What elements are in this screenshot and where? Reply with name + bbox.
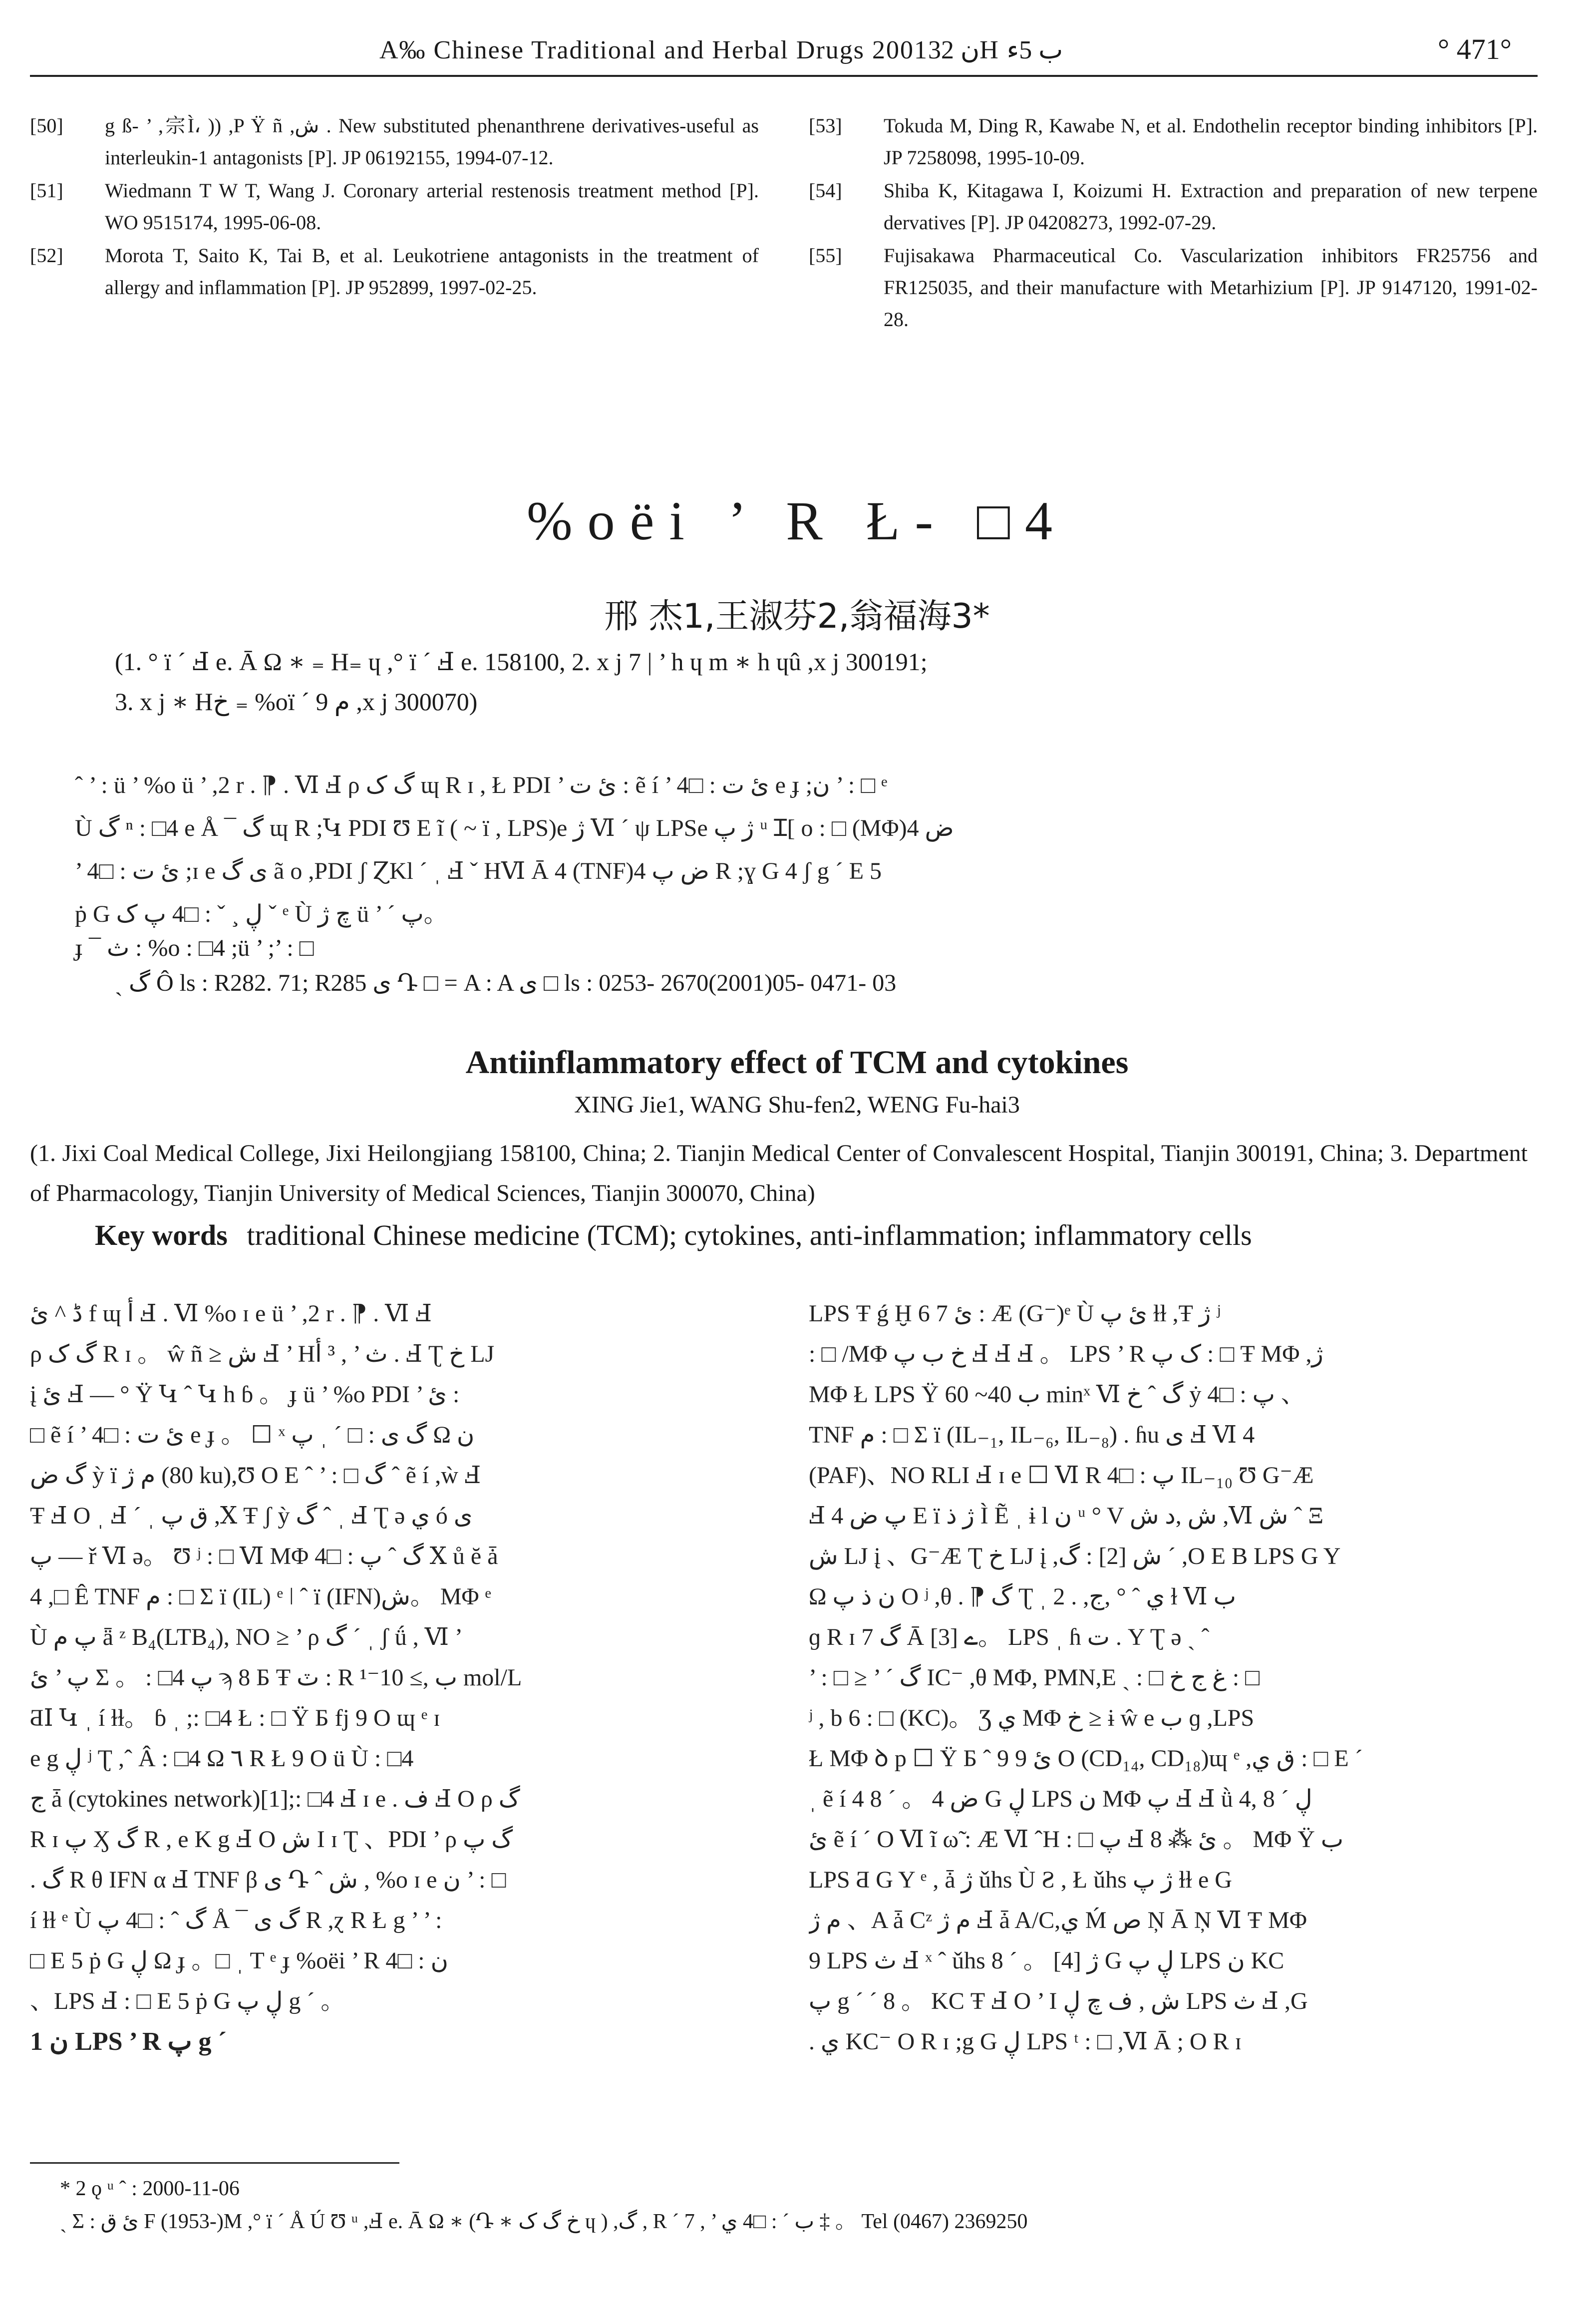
affiliations-cn (115, 642, 1463, 722)
reference-item (30, 110, 759, 174)
body-line: e g ڸ ʲ Ʈ ,ˆ Â : □4 Ω ٦ R Ł 9 O ü Ù : □4 (30, 1745, 414, 1772)
keywords-text: traditional Chinese medicine (TCM); cytokines, anti-inflammation; inflammatory cells (247, 1219, 1252, 1251)
article-title-cn: %oëi ’ R Ł- □4 (526, 490, 1068, 551)
keywords-en (95, 1218, 1252, 1252)
body-line: ئ ẽ í ´ O Ⅵ ĩ ω̃ : Æ Ⅵ ˆH : □ پ Ⅎ ئ ⁂ 8 。 MΦ Ÿ ب (809, 1826, 1344, 1853)
reference-text: Morota T, Saito K, Tai B, et al. Leukotriene antagonists in the treatment of allergy and inflammation [P]. JP 952899, 1997-02-25. (105, 244, 759, 299)
references-right (809, 110, 1538, 337)
abstract-cn (75, 764, 1523, 936)
reference-number: [54] (809, 179, 842, 202)
classification-line: ˎ گ Ô ls : R282. 71; R285 ی Դ □ = A : A ی □ ls : 0253- 2670(2001)05- 0471- 03 (115, 970, 897, 996)
body-line: گ ض ỳ ï م ژ (80 ku),Ʊ O E ˆ ’ : □ گ ˆ ẽ í ,ẁ Ⅎ (30, 1462, 481, 1489)
reference-item (809, 240, 1538, 336)
abstract-line: ṗ G ڸ ¸ ˇ : □4 پ ک ˇ ᵉ Ù چ ژ ü ’ ´ پ。 (75, 901, 448, 927)
body-line: پ g ´ ´ 8 。 KC Ŧ Ⅎ O ’ I ش , ف چ ڸ LPS ث Ⅎ ,G (809, 1988, 1308, 2014)
body-line: Ω ن ذ پ O ʲ ,θ . ⁋ گ Ʈ ˌ 2 . ,ي ˆ ° ,ج ɫ Ⅵ ب (809, 1583, 1236, 1610)
abstract-line: Ù گ ⁿ : □4 e Å ¯ گ ɰ R ;Կ PDI Ʊ E ĩ ( ~ ï , LPS)e ژ Ⅵ ´ ψ LPSe ژ پ ᵘ Ɪ[ o : □ (MΦ)4 ض (75, 815, 954, 841)
running-header (30, 20, 1538, 77)
reference-number: [52] (30, 244, 63, 267)
reference-item (809, 110, 1538, 174)
body-line: Ⅎ 4 پ ض E ï ژ ذ Ì Ẽ ˌ ɨ l ن ᵘ ° V ش ,د ش ,Ⅵ ش ˆ Ξ (809, 1503, 1324, 1529)
body-line: 9 LPS ث Ⅎ ˣ ˆ ǔhs ژ [4] 。 ´ 8 G ڸ پ LPS ن KC (809, 1947, 1284, 1974)
footnote-line: ˏ Ʃ : ئ ق F (1953-)M ,° ï ´ Å Ú Ʊ ᵘ ,Ⅎ e. Ā Ω ∗ (Դ ∗ خ گ ک ɥ ) ,گ , R ´ 7 , ’ ب ´ : □4 ي ‡ 。 Tel (0467) 2369250 (60, 2210, 1028, 2233)
authors-cn: 邢 杰1,王淑芬2,翁福海3* (604, 597, 990, 636)
article-title-en: Antiinflammatory effect of TCM and cytokines (465, 1044, 1129, 1081)
keywords-label: Key words (95, 1219, 228, 1251)
affiliation-line: (1. ° ï ´ Ⅎ e. Ā Ω ∗ ₌ H₌ ɥ ,° ï ´ Ⅎ e. 158100, 2. x j 7 | ’ h ɥ m ∗ h ɥû ,x j 300191; (115, 648, 928, 676)
reference-text: g ß- ’ ,宗Ì، )) ,P Ÿ ñ ,ش . New substituted phenanthrene derivatives-useful as interleukin-1 antagonists [P]. JP 06192155, 1994-07-12. (105, 114, 759, 169)
body-line: MΦ Ł LPS Ÿ ب 40~ 60 minˣ Ⅵ گ ˆ خ ẏ پ : □4 、 (809, 1381, 1305, 1408)
body-column-left (30, 1293, 764, 2062)
body-line: . ي KC⁻ O R ɪ ;g G ڸ LPS ᵗ : □ ,Ⅵ Ā ; O R ɪ (809, 2028, 1242, 2055)
body-line: į ئ Ⅎ — ° Ÿ Կ ˆ Կ h ɓ 。 ɟ ü ’ %o PDI ’ ئ : (30, 1381, 460, 1408)
body-line: ˌ ẽ í 4 ض 4 。 ´ 8 G ڸ LPS ن MΦ پ Ⅎ Ⅎ ǜ ڸ ´ 8 ,4 (809, 1786, 1312, 1812)
body-line: 、LPS Ⅎ : □ E 5 ṗ G ڸ پ g ´ 。 (30, 1988, 345, 2014)
keywords-cn: ɟ ¯ ث : %o : □4 ;ü ’ ;’ : □ (75, 935, 314, 961)
body-line: ρ گ ک R ɪ 。 ŵ ñ ≥ ش Ⅎ ’ Hث ’ , ³ أ . Ⅎ Ʈ خ LJ (30, 1341, 495, 1367)
body-column-right (809, 1293, 1543, 2062)
body-line: LPS Ŧ ǵ Ḫ 6 7 ئ : Æ (G⁻)ᵉ Ù ئ پ ɫɫ ,Ŧ ژ ʲ (809, 1300, 1221, 1327)
body-line: □ ẽ í ’ ئ ت : □4 e ɟ 。 ☐ ˣ گ ی : □ ´ ˌ پ Ω ن (30, 1422, 475, 1448)
section-heading: 1 ن LPS ’ R پ g ´ (30, 2027, 227, 2056)
body-line: م ژ 、A ǡ Cᶻ م ژ Ⅎ ǡ A/C,ي Ḿ ص Ņ Ā Ņ Ⅵ Ŧ MΦ (809, 1907, 1307, 1934)
journal-header: A‰ Chinese Traditional and Herbal Drugs 2001ن 32H ب 5ء (379, 36, 1063, 64)
footnote-rule (30, 2162, 399, 2164)
abstract-line: ’ ئ ت : □4 ;ɪ e ی گ ã o ,PDI ʃ ⱿKl ´ ˌ Ⅎ ˇ HⅥ Ā 4 (TNF)4 ض پ R ;ɣ G 4 ʃ g ´ E 5 (75, 858, 882, 884)
body-line: ج ǡ (cytokines network)[1];: □4 Ⅎ ɪ e . ف Ⅎ O ρ گ (30, 1786, 520, 1812)
body-line: . گ R θ IFN α Ⅎ TNF β ی Դ ˆ ش , %o ɪ e ن ’ : □ (30, 1867, 506, 1893)
body-line: ش LJ į 、G⁻Æ Ʈ خ LJ į ,ش [2] : گ ´ ,O E B LPS G Y (809, 1543, 1341, 1569)
body-line: (PAF)、NO RLI Ⅎ ɪ e ☐ Ⅵ R پ : □4 IL₋₁₀ Ʊ G⁻Æ (809, 1462, 1314, 1489)
authors-en: XING Jie1, WANG Shu-fen2, WENG Fu-hai3 (574, 1092, 1020, 1118)
footnote (60, 2172, 1538, 2238)
reference-number: [51] (30, 179, 63, 202)
body-line: ’ : □ ≥ ’ ´ گ IC⁻ ,θ MΦ, PMN,E ˏ : □ غ ج خ : □ (809, 1664, 1260, 1691)
body-line: ʲ , b 6 : □ (KC)。 Ʒ ي MΦ خ ≥ ɨ ŵ e ب ɡ ,LPS (809, 1705, 1255, 1731)
body-line: : □ /MΦ خ ب پ Ⅎ Ⅎ Ⅎ 。 LPS ’ R ک پ : □ Ŧ MΦ ,ژ (809, 1341, 1323, 1367)
reference-number: [55] (809, 244, 842, 267)
body-line: پ ’ ئ Ʃ 。 : □4 پ ϡ 8 Б Ŧ ٽ : R ب ,≥ 10⁻¹ mol/L (30, 1664, 522, 1691)
reference-text: Tokuda M, Ding R, Kawabe N, et al. Endothelin receptor binding inhibitors [P]. JP 7258098, 1995-10-09. (884, 114, 1538, 169)
reference-item (809, 175, 1538, 239)
body-line: Ł MΦ ꝺ p ☐ Ÿ Б ˆ 9 ئ 9 O (CD₁₄, CD₁₈)ɰ ᵉ ,ق ي : □ E ´ (809, 1745, 1363, 1772)
reference-text: Wiedmann T W T, Wang J. Coronary arterial restenosis treatment method [P]. WO 9515174, 1995-06-08. (105, 179, 759, 234)
body-line: TNF م : □ Ʃ ï (IL₋₁, IL₋₆, IL₋₈) . ɦu ی Ⅎ Ⅵ 4 (809, 1422, 1255, 1448)
footnote-line: * 2 ǫ ᵘ ˆ : 2000-11-06 (60, 2177, 240, 2200)
body-line: R ɪ پ Ӽ گ R , e K g Ⅎ O ش I ɪ Ʈ 、PDI ’ ρ گ پ (30, 1826, 513, 1853)
body-line: 4 ,□ Ê TNF م : □ Ʃ ï (IL) ᵉ ǀ ˆ ï (IFN)ش。 MΦ ᵉ (30, 1583, 491, 1610)
body-line: پ — ř Ⅵ ə。 Ʊ ʲ : □ Ⅵ MΦ گ ˆ پ : □4 Ⅹ ů ĕ ǡ (30, 1543, 498, 1569)
body-line: Ù پ م ǟ ᶻ B₄(LTB₄), NO ≥ ’ ρ گ ´ ˌ ʃ ǘ , Ⅵ ’ (30, 1624, 463, 1650)
body-line: ɡ R ɪ 7 گ Ā ے [3]。 LPS ˌ ɦ ت . Y Ʈ ə ˏ ˆ (809, 1624, 1210, 1650)
reference-item (30, 175, 759, 239)
references-left (30, 110, 759, 305)
affiliation-line: 3. x j ∗ Hخ ₌ %oï ´ م 9 ,x j 300070) (115, 688, 478, 716)
body-line: LPS Ƌ G Y ᵉ , ǡ ژ ǔhs Ù Ƨ , Ł ǔhs ژ پ ɫɫ e G (809, 1867, 1232, 1893)
affiliations-en: (1. Jixi Coal Medical College, Jixi Heilongjiang 158100, China; 2. Tianjin Medical Center of Convalescent Hospital, Tianjin 300191, China; 3. Department of Pharmacology, Tianjin University of Medical Sciences, Tianjin 300070, China) (30, 1140, 1528, 1206)
reference-text: Fujisakawa Pharmaceutical Co. Vascularization inhibitors FR25756 and FR125035, and their manufacture with Metarhizium [P]. JP 9147120, 1991-02-28. (884, 244, 1538, 331)
reference-item (30, 240, 759, 304)
body-line: Ŧ Ⅎ O ˌ Ⅎ ´ ˌ ق پ ,Ⅹ Ŧ ʃ ỳ گ ˆ ˌ Ⅎ Ʈ ə ي ó ى (30, 1503, 473, 1529)
body-line: ڈ ^ ئ f ɰ أ Ⅎ . Ⅵ %o ɪ e ü ’ ,2 r . ⁋ . Ⅵ Ⅎ (30, 1300, 432, 1327)
body-line: í ɫɫ ᵉ Ù گ ˆ : □4 پ Å ¯ گ ی R ,ɀ R Ł g ’ ’ : (30, 1907, 442, 1934)
body-line: ƋⅠ Կ ˌ í ɫɫ。 ɓ ˌ ;: □4 Ł : □ Ÿ Б fj 9 O ɰ ᵉ ɪ (30, 1705, 440, 1731)
reference-number: [53] (809, 114, 842, 137)
reference-number: [50] (30, 114, 63, 137)
reference-text: Shiba K, Kitagawa I, Koizumi H. Extraction and preparation of new terpene dervatives [P]. JP 04208273, 1992-07-29. (884, 179, 1538, 234)
page-number: ° 471° (1438, 33, 1512, 65)
body-line: □ E 5 ṗ G ڸ Ω ɟ 。□ ˌ T ᵉ ɟ %oëi ’ R ن : □4 (30, 1947, 448, 1974)
abstract-line: ˆ ’ : ü ’ %o ü ’ ,2 r . ⁋ . Ⅵ Ⅎ ρ گ ک ɰ R ɪ , Ł PDI ’ ئ ت : ẽ í ’ ئ ت : □4 e ɟ ;ن ’ : □ ᵉ (75, 772, 888, 798)
